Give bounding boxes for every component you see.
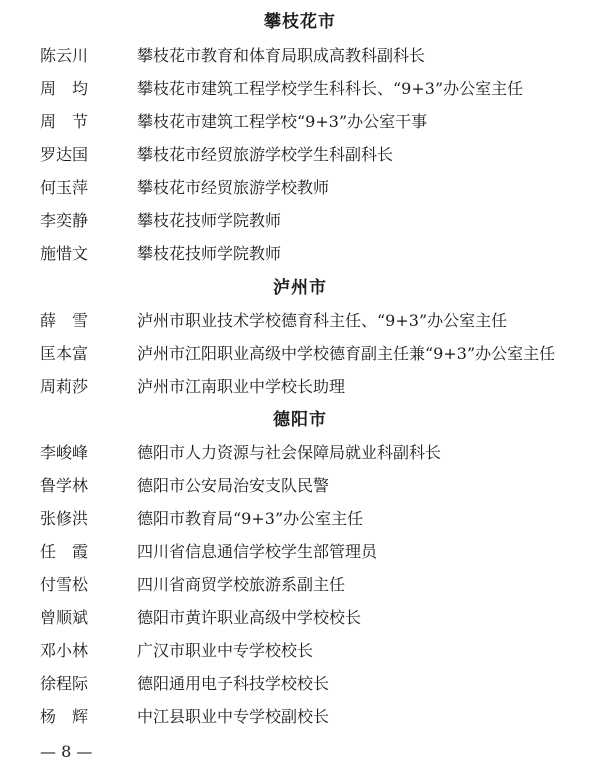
list-item — [0, 639, 600, 663]
person-position: 德阳市黄许职业高级中学校校长 — [137, 608, 362, 627]
list-item — [0, 507, 600, 531]
person-name: 匡本富 — [40, 344, 89, 363]
person-position: 攀枝花市经贸旅游学校学生科副科长 — [137, 145, 394, 164]
list-item — [0, 209, 600, 233]
list-item — [0, 110, 600, 134]
list-item — [0, 606, 600, 630]
list-item — [0, 540, 600, 564]
person-name: 付雪松 — [40, 575, 89, 594]
list-item — [0, 44, 600, 68]
person-position: 攀枝花市建筑工程学校学生科科长、“9+3”办公室主任 — [137, 79, 524, 98]
person-position: 四川省商贸学校旅游系副主任 — [137, 575, 346, 594]
section-title-deyang: 德阳市 — [273, 410, 327, 430]
list-item — [0, 672, 600, 696]
person-position: 泸州市江阳职业高级中学校德育副主任兼“9+3”办公室主任 — [137, 344, 556, 363]
person-name: 邓小林 — [40, 641, 89, 660]
person-position: 德阳通用电子科技学校校长 — [137, 674, 330, 693]
person-position: 攀枝花市教育和体育局职成高教科副科长 — [137, 46, 426, 65]
person-name: 陈云川 — [40, 46, 89, 65]
person-name: 鲁学林 — [40, 476, 89, 495]
person-name: 张修洪 — [40, 509, 89, 528]
person-position: 泸州市职业技术学校德育科主任、“9+3”办公室主任 — [137, 311, 508, 330]
list-item — [0, 242, 600, 266]
page-number: — 8 — — [40, 742, 93, 761]
person-name: 曾顺斌 — [40, 608, 89, 627]
person-name: 周 均 — [40, 79, 89, 98]
list-item — [0, 573, 600, 597]
section-title-luzhou: 泸州市 — [273, 278, 327, 298]
person-position: 攀枝花市经贸旅游学校教师 — [137, 178, 330, 197]
person-name: 罗达国 — [40, 145, 89, 164]
person-position: 攀枝花技师学院教师 — [137, 211, 282, 230]
list-item — [0, 176, 600, 200]
section-title-panzhihua: 攀枝花市 — [264, 12, 336, 32]
person-position: 攀枝花市建筑工程学校“9+3”办公室干事 — [137, 112, 428, 131]
person-name: 杨 辉 — [40, 707, 89, 726]
person-name: 周 节 — [40, 112, 89, 131]
list-item — [0, 143, 600, 167]
person-position: 德阳市人力资源与社会保障局就业科副科长 — [137, 443, 442, 462]
person-name: 薛 雪 — [40, 311, 89, 330]
list-item — [0, 705, 600, 729]
list-item — [0, 309, 600, 333]
person-name: 周莉莎 — [40, 377, 89, 396]
person-name: 何玉萍 — [40, 178, 89, 197]
list-item — [0, 342, 600, 366]
person-name: 李峻峰 — [40, 443, 89, 462]
person-position: 泸州市江南职业中学校长助理 — [137, 377, 346, 396]
list-item — [0, 375, 600, 399]
person-position: 攀枝花技师学院教师 — [137, 244, 282, 263]
person-position: 广汉市职业中专学校校长 — [137, 641, 314, 660]
list-item — [0, 441, 600, 465]
person-name: 施惜文 — [40, 244, 89, 263]
person-position: 德阳市公安局治安支队民警 — [137, 476, 330, 495]
person-name: 任 霞 — [40, 542, 89, 561]
person-name: 李奕静 — [40, 211, 89, 230]
list-item — [0, 77, 600, 101]
list-item — [0, 474, 600, 498]
person-position: 德阳市教育局“9+3”办公室主任 — [137, 509, 364, 528]
person-position: 四川省信息通信学校学生部管理员 — [137, 542, 378, 561]
person-name: 徐程际 — [40, 674, 89, 693]
person-position: 中江县职业中专学校副校长 — [137, 707, 330, 726]
